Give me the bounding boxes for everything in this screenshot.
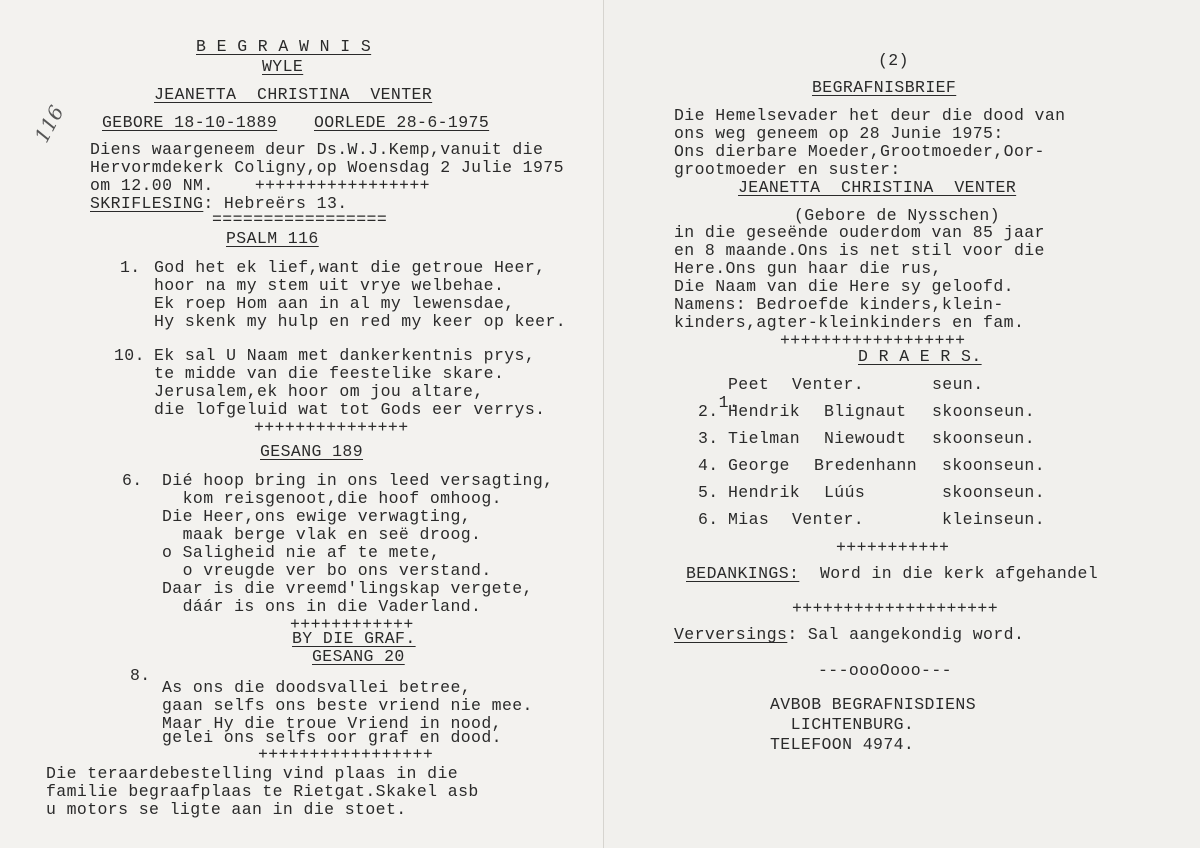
pencil-annotation: 116 xyxy=(29,101,69,147)
bearer-first-name: Tielman xyxy=(728,429,801,448)
letter-line: kinders,agter-kleinkinders en fam. xyxy=(674,313,1025,332)
bearer-first-name: Hendrik xyxy=(728,402,801,421)
plus-separator: ++++++++++++ xyxy=(290,615,414,634)
bearer-last-name: Niewoudt xyxy=(824,429,907,448)
letter-deceased-name: JEANETTA CHRISTINA VENTER xyxy=(738,178,1017,197)
burial-line: u motors se ligte aan in die stoet. xyxy=(46,800,407,819)
maiden-name: (Gebore de Nysschen) xyxy=(794,206,1001,225)
service-line-3: om 12.00 NM. +++++++++++++++++ xyxy=(90,176,430,195)
plus-separator: ++++++++++++++++++++ xyxy=(792,599,999,618)
letter-line: grootmoeder en suster: xyxy=(674,160,901,179)
gesang-189-line: Die Heer,ons ewige verwagting, xyxy=(162,507,472,526)
bearer-last-name: Lúús xyxy=(824,483,866,502)
gesang-20-line: gelei ons selfs oor graf en dood. xyxy=(162,728,502,747)
service-line-1: Diens waargeneem deur Ds.W.J.Kemp,vanuit die xyxy=(90,140,544,159)
bearer-first-name: Mias xyxy=(728,510,770,529)
birth-date: GEBORE 18-10-1889 xyxy=(102,113,278,132)
gesang-189-line: Daar is die vreemd'lingskap vergete, xyxy=(162,579,533,598)
letter-line: Die Hemelsevader het deur die dood van xyxy=(674,106,1066,125)
psalm-title: PSALM 116 xyxy=(226,229,319,248)
bearer-relation: skoonseun. xyxy=(932,402,1036,421)
plus-separator: +++++++++++ xyxy=(836,538,950,557)
letter-line: Here.Ons gun haar die rus, xyxy=(674,259,942,278)
gesang-189-title: GESANG 189 xyxy=(260,442,364,461)
psalm-verse-10-line: te midde van die feestelike skare. xyxy=(154,364,505,383)
gesang-20-line: As ons die doodsvallei betree, xyxy=(162,678,472,697)
bearer-relation: skoonseun. xyxy=(942,456,1046,475)
heading-wyle: WYLE xyxy=(262,57,304,76)
bearer-number: 4. xyxy=(698,456,719,475)
gesang-189-line: maak berge vlak en seë droog. xyxy=(162,525,482,544)
closing-divider: ---oooOooo--- xyxy=(818,661,952,680)
gesang-20-title: GESANG 20 xyxy=(312,647,405,666)
bearer-number: 6. xyxy=(698,510,719,529)
gesang-20-line: Maar Hy die troue Vriend in nood, xyxy=(162,714,502,733)
letter-title: BEGRAFNISBRIEF xyxy=(812,78,957,97)
bearer-first-name: George xyxy=(728,456,790,475)
burial-line: Die teraardebestelling vind plaas in die xyxy=(46,764,459,783)
by-die-graf-title: BY DIE GRAF. xyxy=(292,629,416,648)
heading-title: B E G R A W N I S xyxy=(196,37,372,56)
bearers-title: D R A E R S. xyxy=(858,347,982,366)
death-date: OORLEDE 28-6-1975 xyxy=(314,113,490,132)
bearer-first-name: Peet xyxy=(728,375,770,394)
service-line-2: Hervormdekerk Coligny,op Woensdag 2 Julie 1975 xyxy=(90,158,564,177)
letter-line: ons weg geneem op 28 Junie 1975: xyxy=(674,124,1004,143)
thanks-label: BEDANKINGS: xyxy=(686,564,800,583)
gesang-189-line: o Saligheid nie af te mete, xyxy=(162,543,441,562)
letter-line: Die Naam van die Here sy geloofd. xyxy=(674,277,1014,296)
bearer-last-name: Blignaut xyxy=(824,402,907,421)
psalm-verse-10-line: Ek sal U Naam met dankerkentnis prys, xyxy=(154,346,536,365)
bearer-relation: skoonseun. xyxy=(942,483,1046,502)
psalm-verse-1-number: 1. xyxy=(120,258,141,277)
bearer-last-name: Venter. xyxy=(792,510,865,529)
psalm-verse-1-line: Ek roep Hom aan in al my lewensdae, xyxy=(154,294,515,313)
gesang-189-number: 6. xyxy=(122,471,143,490)
bearer-last-name: Bredenhann xyxy=(814,456,918,475)
burial-line: familie begraafplaas te Rietgat.Skakel asb xyxy=(46,782,479,801)
undertaker-line: AVBOB BEGRAFNISDIENS xyxy=(770,695,977,714)
bearer-number: 2. xyxy=(698,402,719,421)
psalm-verse-1-line: Hy skenk my hulp en red my keer op keer. xyxy=(154,312,567,331)
equals-separator: ================= xyxy=(212,210,388,229)
bearer-relation: seun. xyxy=(932,375,984,394)
page-fold-divider xyxy=(603,0,604,848)
bearer-number: 3. xyxy=(698,429,719,448)
bearer-relation: kleinseun. xyxy=(942,510,1046,529)
plus-separator: +++++++++++++++ xyxy=(254,418,409,437)
bearer-number: 1. xyxy=(718,393,740,412)
psalm-verse-10-line: die lofgeluid wat tot Gods eer verrys. xyxy=(154,400,546,419)
gesang-189-line: kom reisgenoot,die hoof omhoog. xyxy=(162,489,502,508)
psalm-verse-1-line: God het ek lief,want die getroue Heer, xyxy=(154,258,546,277)
psalm-verse-10-number: 10. xyxy=(114,346,145,365)
letter-line: Ons dierbare Moeder,Grootmoeder,Oor- xyxy=(674,142,1045,161)
letter-line: in die geseënde ouderdom van 85 jaar xyxy=(674,223,1045,242)
deceased-name: JEANETTA CHRISTINA VENTER xyxy=(154,85,433,104)
gesang-20-number: 8. xyxy=(130,666,151,685)
psalm-verse-10-line: Jerusalem,ek hoor om jou altare, xyxy=(154,382,484,401)
refreshments-value: : Sal aangekondig word. xyxy=(787,625,1025,644)
plus-separator: +++++++++++++++++ xyxy=(258,745,434,764)
gesang-189-line: Dié hoop bring in ons leed versagting, xyxy=(162,471,554,490)
scripture-value: : Hebreërs 13. xyxy=(203,194,348,213)
bearer-relation: skoonseun. xyxy=(932,429,1036,448)
undertaker-line: LICHTENBURG. xyxy=(770,715,915,734)
thanks-value: Word in die kerk afgehandel xyxy=(819,564,1099,583)
bearer-last-name: Venter. xyxy=(792,375,865,394)
plus-separator: ++++++++++++++++++ xyxy=(780,331,966,350)
psalm-verse-1-line: hoor na my stem uit vrye welbehae. xyxy=(154,276,505,295)
gesang-20-line: gaan selfs ons beste vriend nie mee. xyxy=(162,696,533,715)
thanks-line xyxy=(686,565,1098,583)
bearer-first-name: Hendrik xyxy=(728,483,801,502)
undertaker-line: TELEFOON 4974. xyxy=(770,735,915,754)
gesang-189-line: dáár is ons in die Vaderland. xyxy=(162,597,482,616)
letter-line: Namens: Bedroefde kinders,klein- xyxy=(674,295,1004,314)
page-number: (2) xyxy=(878,51,909,70)
scripture-label: SKRIFLESING xyxy=(90,194,204,213)
refreshments-label: Verversings xyxy=(674,625,788,644)
letter-line: en 8 maande.Ons is net stil voor die xyxy=(674,241,1045,260)
refreshments-line xyxy=(674,626,1024,644)
gesang-189-line: o vreugde ver bo ons verstand. xyxy=(162,561,492,580)
bearer-number: 5. xyxy=(698,483,719,502)
